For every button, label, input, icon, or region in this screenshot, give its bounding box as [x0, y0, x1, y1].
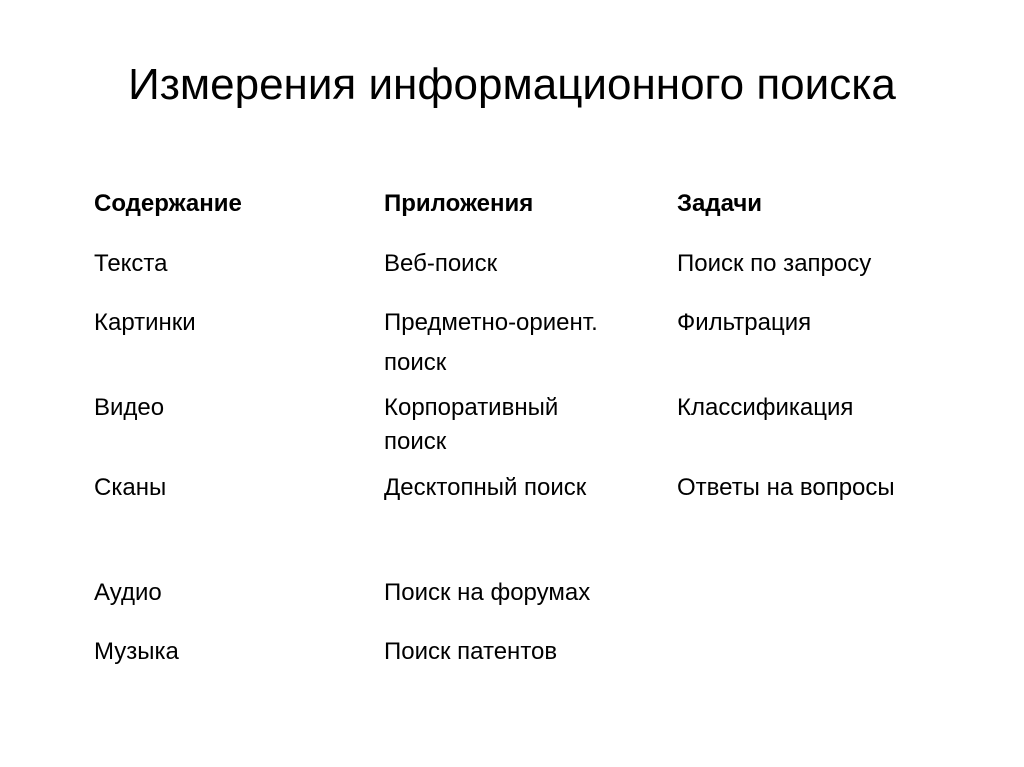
application-item: поиск — [384, 428, 447, 455]
content-item: Видео — [94, 394, 165, 421]
column-header: Приложения — [384, 190, 534, 217]
application-item: Веб-поиск — [384, 250, 498, 277]
task-item: Ответы на вопросы — [677, 474, 895, 501]
application-item: Десктопный поиск — [384, 474, 587, 501]
task-item: Поиск по запросу — [677, 250, 872, 277]
column-header: Задачи — [677, 190, 763, 217]
column-header: Содержание — [94, 190, 242, 217]
application-item: Поиск патентов — [384, 638, 558, 665]
content-item: Музыка — [94, 638, 179, 665]
content-item: Картинки — [94, 309, 196, 336]
task-item: Фильтрация — [677, 309, 812, 336]
application-item: поиск — [384, 349, 447, 376]
application-item: Поиск на форумах — [384, 579, 591, 606]
content-item: Аудио — [94, 579, 162, 606]
application-item: Корпоративный — [384, 394, 559, 421]
slide-title: Измерения информационного поиска — [128, 60, 896, 109]
task-item: Классификация — [677, 394, 854, 421]
application-item: Предметно-ориент. — [384, 309, 598, 336]
content-item: Текста — [94, 250, 168, 277]
content-item: Сканы — [94, 474, 167, 501]
